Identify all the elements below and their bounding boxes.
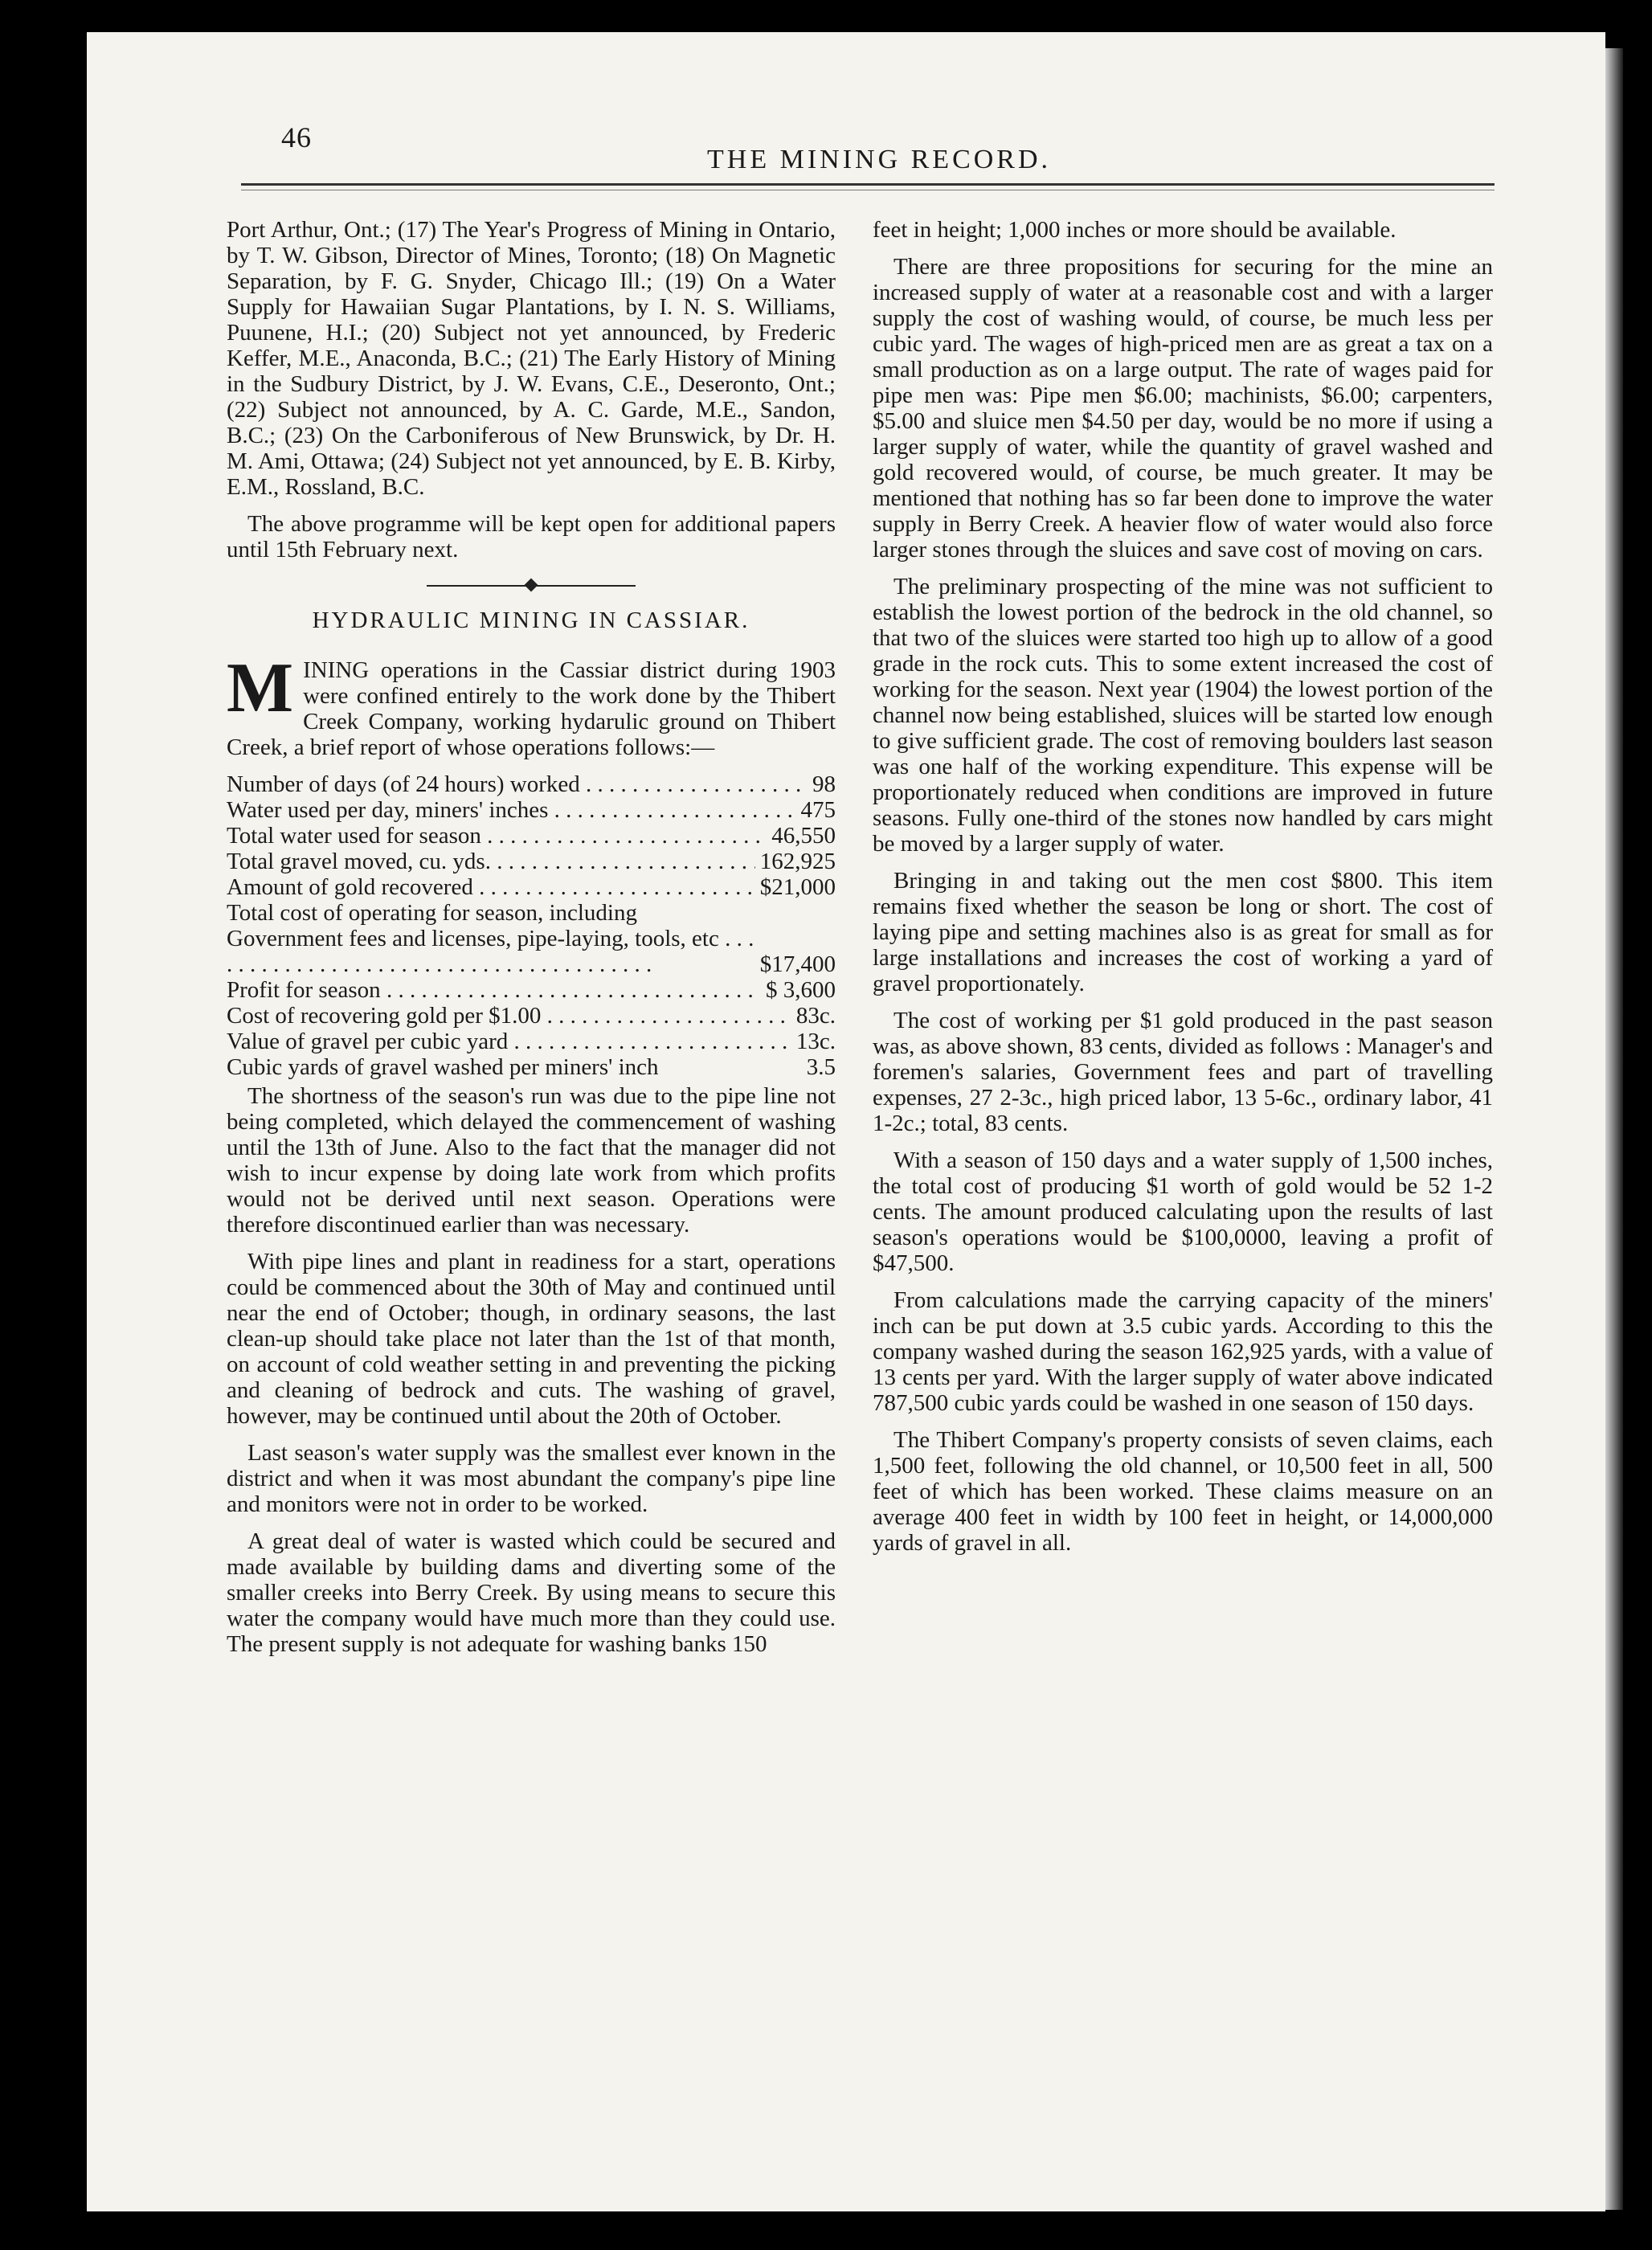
stat-value: $ 3,600 [766, 977, 836, 1003]
stat-row [227, 823, 836, 849]
stat-value: 83c. [795, 1003, 836, 1029]
stat-label: Water used per day, miners' inches . . . [227, 797, 796, 823]
running-head: THE MINING RECORD. [707, 145, 1052, 174]
body-paragraph: The cost of working per $1 gold produced in the past season was, as above shown, 83 cents, divided as follows : Manager's and foremen's salaries, Government fees and part of travelling expenses, 27 2-3c., high priced labor, 13 5-6c., ordinary labor, 41 1-2c.; total, 83 cents. [873, 1008, 1493, 1136]
stat-value: 162,925 [759, 849, 836, 874]
lead-paragraph [227, 649, 836, 760]
stat-row [227, 771, 836, 797]
stat-value: 46,550 [771, 823, 836, 849]
stat-label: Amount of gold recovered . . . [227, 874, 755, 900]
body-paragraph: There are three propositions for securing for the mine an increased supply of water at a reasonable cost and with a larger supply the cost of washing would, of course, be much less per cubic yard. The wages of high-priced men are as great a tax on a small production as on a large output. The rate of wages paid for pipe men was: Pipe men $6.00; machinists, $6.00; carpenters, $5.00 and sluice men $4.50 per day, would be no more if using a larger supply of water, while the quantity of gravel washed and gold recovered would, of course, be much greater. It may be mentioned that nothing has so far been done to improve the water supply in Berry Creek. A heavier flow of water would also force larger stones through the sluices and save cost of moving on cars. [873, 254, 1493, 562]
stat-label: Total water used for season . . . [227, 823, 767, 849]
header-rule [241, 183, 1495, 186]
stat-label: Profit for season . . . [227, 977, 761, 1003]
programme-note: The above programme will be kept open for additional papers until 15th February next. [227, 511, 836, 562]
body-paragraph: The preliminary prospecting of the mine was not sufficient to establish the lowest portion of the bedrock in the old channel, so that two of the sluices were started too high up to allow of a good grade in the rock cuts. This to some extent increased the cost of working for the season. Next year (1904) the lowest portion of the channel now being established, sluices will be started low enough to give sufficient grade. The cost of removing boulders last season was one half of the working expenditure. This expense will be proportionately reduced when conditions are improved in future seasons. Fully one-third of the stones now handled by cars might be moved by a larger supply of water. [873, 574, 1493, 857]
intro-paragraph: Port Arthur, Ont.; (17) The Year's Progress of Mining in Ontario, by T. W. Gibson, Director of Mines, Toronto; (18) On Magnetic Separation, by F. G. Snyder, Chicago Ill.; (19) On a Water Supply for Hawaiian Sugar Plantations, by I. N. S. Williams, Puunene, H.I.; (20) Subject not yet announced, by Frederic Keffer, M.E., Anaconda, B.C.; (21) The Early History of Mining in the Sudbury District, by J. W. Evans, C.E., Deseronto, Ont.; (22) Subject not announced, by A. C. Garde, M.E., Sandon, B.C.; (23) On the Carboniferous of New Brunswick, by Dr. H. M. Ami, Ottawa; (24) Subject not yet announced, by E. B. Kirby, E.M., Rossland, B.C. [227, 217, 836, 500]
stat-value: 475 [800, 797, 836, 823]
stat-row [227, 797, 836, 823]
diamond-ornament-icon [525, 579, 538, 592]
body-paragraph: From calculations made the carrying capacity of the miners' inch can be put down at 3.5 cubic yards. According to this the company washed during the season 162,925 yards, with a value of 13 cents per yard. With the larger supply of water above indicated 787,500 cubic yards could be washed in one season of 150 days. [873, 1287, 1493, 1416]
body-paragraph: Last season's water supply was the smallest ever known in the district and when it was most abundant the company's pipe line and monitors were not in order to be worked. [227, 1440, 836, 1517]
stat-row [227, 900, 836, 977]
stat-row [227, 1054, 836, 1080]
body-paragraph: The Thibert Company's property consists of seven claims, each 1,500 feet, following the old channel, or 10,500 feet in all, 500 feet of which has been worked. These claims measure on an average 400 feet in width by 100 feet in height, or 14,000,000 yards of gravel in all. [873, 1427, 1493, 1556]
stat-row [227, 849, 836, 874]
body-paragraph: feet in height; 1,000 inches or more should be available. [873, 217, 1396, 243]
body-paragraph: With a season of 150 days and a water supply of 1,500 inches, the total cost of producing $1 worth of gold would be 52 1-2 cents. The amount produced calculating upon the results of last season's operations would be $100,0000, leaving a profit of $47,500. [873, 1148, 1493, 1276]
stat-label: Cubic yards of gravel washed per miners' inch [227, 1054, 659, 1080]
body-paragraph: Bringing in and taking out the men cost $800. This item remains fixed whether the season be long or short. The cost of laying pipe and setting machines also is as great for small as for large installations and increases the cost of working a yard of gravel proportionately. [873, 868, 1493, 996]
drop-cap: M [227, 649, 294, 727]
stat-value: 98 [812, 771, 836, 797]
stat-row [227, 1029, 836, 1054]
lead-text: INING operations in the Cassiar district during 1903 were confined entirely to the work done by the Thibert Creek Company, working hydarulic ground on Thibert Creek, a brief report of whose operations follows:— [227, 657, 836, 760]
stat-label: Number of days (of 24 hours) worked . . . [227, 771, 808, 797]
stat-value: 3.5 [806, 1054, 836, 1080]
left-column [227, 217, 836, 1668]
article-title: HYDRAULIC MINING IN CASSIAR. [312, 608, 750, 633]
stat-label: Total cost of operating for season, including Government fees and licenses, pipe-laying, tools, etc . . . [227, 900, 755, 977]
page-number: 46 [281, 121, 312, 153]
stat-row [227, 1003, 836, 1029]
body-paragraph: The shortness of the season's run was due to the pipe line not being completed, which delayed the commencement of washing until the 13th of June. Also to the fact that the manager did not wish to incur expense by doing late work from which profits would not be derived until next season. Operations were therefore discontinued earlier than was necessary. [227, 1083, 836, 1238]
body-paragraph: A great deal of water is wasted which could be secured and made available by building dams and diverting some of the smaller creeks into Berry Creek. By using means to secure this water the company would have much more than they could use. The present supply is not adequate for washing banks 150 [227, 1528, 836, 1657]
stat-row [227, 977, 836, 1003]
body-paragraph: With pipe lines and plant in readiness for a start, operations could be commenced about the 30th of May and continued until near the end of October; though, in ordinary seasons, the last clean-up should take place not later than the 1st of that month, on account of cold weather setting in and preventing the picking and cleaning of bedrock and cuts. The washing of gravel, however, may be continued until about the 20th of October. [227, 1249, 836, 1429]
page-edge [1605, 48, 1623, 2210]
stat-value: 13c. [795, 1029, 836, 1054]
right-column [873, 217, 1493, 1567]
stat-label: Cost of recovering gold per $1.00 . . . [227, 1003, 791, 1029]
stat-label: Value of gravel per cubic yard . . . [227, 1029, 791, 1054]
stat-value: $17,400 [759, 951, 836, 977]
section-divider [427, 585, 636, 587]
stat-value: $21,000 [759, 874, 836, 900]
stat-row [227, 874, 836, 900]
stat-label: Total gravel moved, cu. yds. . . . [227, 849, 755, 874]
operations-table [227, 771, 836, 1080]
